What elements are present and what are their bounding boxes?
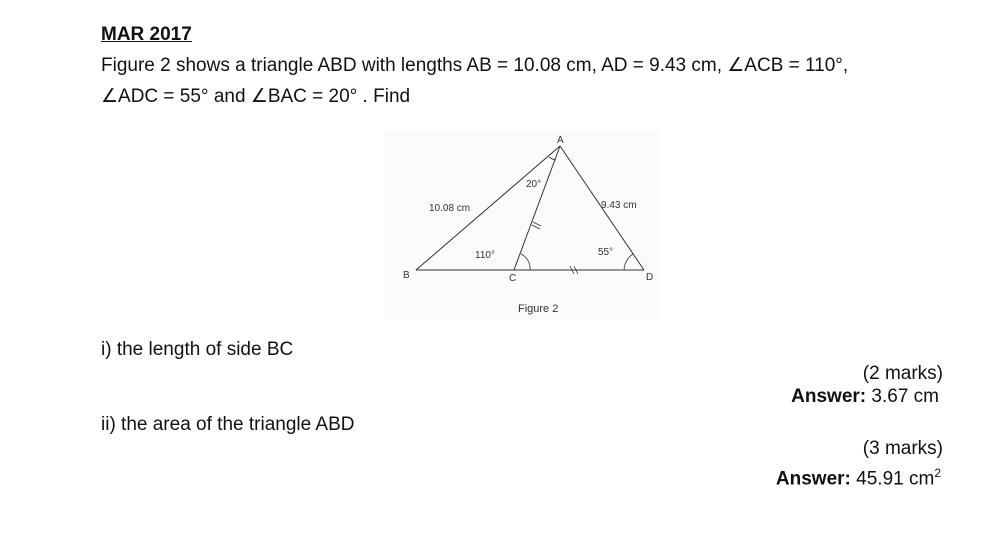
answer-label: Answer: bbox=[775, 468, 851, 490]
answer-unit-power: 2 bbox=[934, 466, 941, 480]
arc-angle-adc bbox=[624, 254, 633, 270]
heading: MAR 2017 bbox=[101, 24, 192, 45]
figure-2 bbox=[385, 130, 659, 320]
question-2: ii) the area of the triangle ABD bbox=[101, 414, 355, 435]
answer-label: Answer: bbox=[791, 386, 867, 407]
label-ab-length: 10.08 cm bbox=[429, 203, 471, 214]
intro-line-2: ∠ADC = 55° and ∠BAC = 20° . Find bbox=[101, 86, 411, 107]
question-2-marks: (3 marks) bbox=[862, 438, 943, 459]
tick-mark-ac bbox=[533, 222, 541, 226]
segment-ac bbox=[514, 146, 560, 270]
tick-mark-ac bbox=[532, 225, 540, 229]
answer-value: 3.67 cm bbox=[871, 386, 939, 407]
answer-value: 45.91 cm bbox=[856, 468, 935, 490]
question-1: i) the length of side BC bbox=[101, 339, 294, 360]
vertex-label-a: A bbox=[557, 135, 564, 146]
arc-angle-acb bbox=[521, 254, 530, 270]
question-1-answer bbox=[791, 386, 939, 408]
vertex-label-c: C bbox=[509, 273, 517, 284]
label-angle-adc: 55° bbox=[598, 247, 614, 258]
vertex-label-d: D bbox=[646, 272, 654, 283]
triangle-diagram bbox=[385, 130, 659, 320]
label-ad-length: 9.43 cm bbox=[601, 200, 637, 211]
label-angle-acb: 110° bbox=[475, 250, 495, 261]
figure-caption: Figure 2 bbox=[518, 303, 559, 315]
question-2-answer bbox=[776, 466, 941, 490]
question-1-marks: (2 marks) bbox=[862, 363, 943, 384]
vertex-label-b: B bbox=[403, 270, 410, 281]
label-angle-bac: 20° bbox=[526, 179, 542, 190]
intro-line-1: Figure 2 shows a triangle ABD with lengths AB = 10.08 cm, AD = 9.43 cm, ∠ACB = 110°, bbox=[101, 55, 849, 76]
